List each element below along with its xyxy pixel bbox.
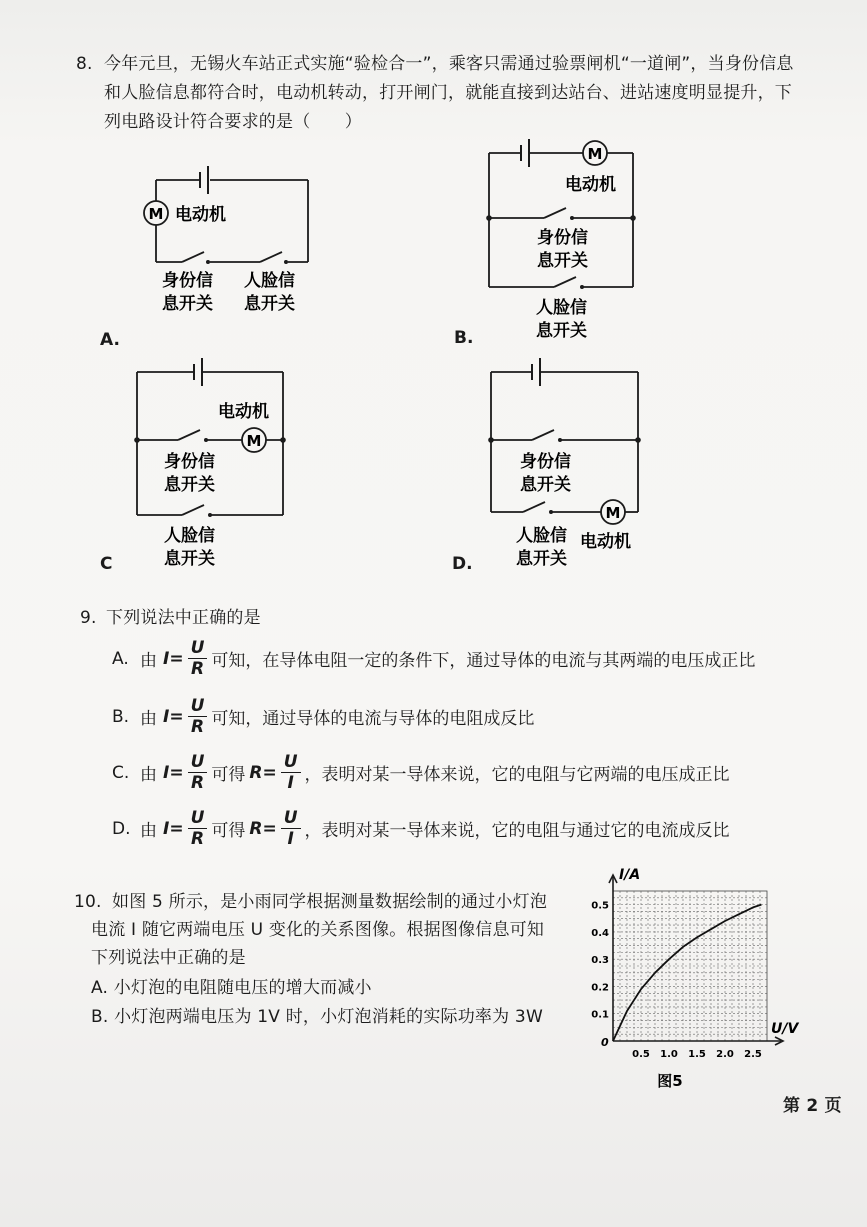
var-i: I: [163, 762, 170, 783]
switch-label: 人脸信: [516, 526, 567, 546]
y-tick-label: 0.5: [591, 900, 609, 912]
motor-label: 电动机: [565, 175, 616, 195]
var-i: I: [163, 648, 170, 669]
switch-label: 息开关: [164, 549, 215, 569]
equals-sign: =: [169, 706, 184, 727]
q8-stem-line3: 列电路设计符合要求的是（ ）: [104, 112, 362, 132]
q8-stem-line1: 今年元旦，无锡火车站正式实施“验检合一”，乘客只需通过验票闸机“一道闸”，当身份信息: [104, 54, 794, 74]
q10-option-b: B. 小灯泡两端电压为 1V 时，小灯泡消耗的实际功率为 3W: [91, 1007, 543, 1027]
y-tick-label: 0.1: [591, 1009, 609, 1021]
y-tick-label: 0.3: [591, 955, 609, 967]
switch-label: 息开关: [162, 294, 213, 314]
motor-label: 电动机: [175, 205, 226, 225]
chart-origin-label: 0: [601, 1036, 609, 1049]
denominator: R: [190, 717, 205, 737]
page-number: 第 2 页: [783, 1096, 842, 1116]
q9-option-letter: B.: [112, 706, 130, 727]
q9-option-pre: 由: [140, 651, 157, 671]
chart-grid: [613, 891, 767, 1041]
switch-label: 息开关: [164, 475, 215, 495]
numerator: U: [188, 752, 208, 773]
q9-option-pre: 由: [140, 709, 157, 729]
denominator: R: [190, 773, 205, 793]
switch-label: 人脸信: [536, 298, 587, 318]
option-d-label: D.: [452, 554, 473, 574]
q10-stem-line1: 如图 5 所示，是小雨同学根据测量数据绘制的通过小灯泡: [112, 892, 548, 912]
switch-label: 人脸信: [244, 271, 295, 291]
motor-label: 电动机: [580, 532, 631, 552]
chart-axes: [609, 875, 783, 1045]
q8-number: 8.: [76, 54, 93, 74]
denominator: R: [190, 659, 205, 679]
q9-option-letter: A.: [112, 648, 129, 669]
q9-option-text: 可知，通过导体的电流与导体的电阻成反比: [211, 709, 535, 729]
x-tick-label: 2.5: [744, 1049, 762, 1060]
chart-title: 图5: [657, 1072, 683, 1090]
q9-option-text: ，表明对某一导体来说，它的电阻与通过它的电流成反比: [304, 821, 730, 841]
var-r-equals: R=: [249, 818, 277, 839]
switch-label: 身份信: [162, 271, 213, 291]
q10-number: 10.: [74, 892, 102, 912]
numerator: U: [188, 808, 208, 829]
q9-stem: 下列说法中正确的是: [106, 608, 261, 628]
q9-option-letter: C.: [112, 762, 130, 783]
switch-label: 人脸信: [164, 526, 215, 546]
numerator: U: [281, 808, 301, 829]
switch-label: 息开关: [520, 475, 571, 495]
q9-option-text: 可知，在导体电阻一定的条件下，通过导体的电流与其两端的电压成正比: [211, 651, 756, 671]
var-i: I: [163, 706, 170, 727]
q9-option-pre: 由: [140, 821, 157, 841]
numerator: U: [188, 638, 208, 659]
motor-symbol: M: [246, 432, 262, 450]
option-c-label: C: [100, 554, 113, 574]
switch-label: 息开关: [516, 549, 567, 569]
x-tick-label: 1.0: [660, 1049, 678, 1060]
switch-label: 身份信: [164, 452, 215, 472]
option-b-label: B.: [454, 328, 474, 348]
var-i: I: [163, 818, 170, 839]
q9-option-mid: 可得: [211, 821, 246, 841]
x-tick-label: 1.5: [688, 1049, 706, 1060]
var-r-equals: R=: [249, 762, 277, 783]
x-tick-label: 2.0: [716, 1049, 734, 1060]
switch-label: 身份信: [537, 228, 588, 248]
q9-option-text: ，表明对某一导体来说，它的电阻与它两端的电压成正比: [304, 765, 730, 785]
equals-sign: =: [169, 818, 184, 839]
q10-stem-line2: 电流 I 随它两端电压 U 变化的关系图像。根据图像信息可知: [91, 920, 545, 940]
q10-option-a: A. 小灯泡的电阻随电压的增大而减小: [91, 978, 372, 998]
equals-sign: =: [169, 762, 184, 783]
motor-symbol: M: [587, 145, 603, 163]
y-tick-label: 0.2: [591, 982, 609, 994]
chart-ticks: [591, 901, 762, 1060]
numerator: U: [188, 696, 208, 717]
equals-sign: =: [169, 648, 184, 669]
q9-number: 9.: [80, 608, 97, 628]
switch-label: 息开关: [244, 294, 295, 314]
chart-y-axis-label: I/A: [619, 867, 641, 883]
x-tick-label: 0.5: [632, 1049, 650, 1060]
motor-symbol: M: [148, 205, 164, 223]
denominator: I: [287, 829, 294, 849]
q9-option-letter: D.: [112, 818, 131, 839]
motor-symbol: M: [605, 504, 621, 522]
switch-label: 身份信: [520, 452, 571, 472]
chart-x-axis-label: U/V: [771, 1021, 799, 1037]
q8-stem-line2: 和人脸信息都符合时，电动机转动，打开闸门，就能直接到达站台、进站速度明显提升，下: [104, 83, 792, 103]
q9-option-pre: 由: [140, 765, 157, 785]
q9-option-mid: 可得: [211, 765, 246, 785]
y-tick-label: 0.4: [591, 927, 609, 939]
q10-stem-line3: 下列说法中正确的是: [91, 948, 246, 968]
numerator: U: [281, 752, 301, 773]
denominator: R: [190, 829, 205, 849]
denominator: I: [287, 773, 294, 793]
switch-label: 息开关: [536, 321, 587, 341]
switch-label: 息开关: [537, 251, 588, 271]
option-a-label: A.: [100, 330, 120, 350]
motor-label: 电动机: [218, 402, 269, 422]
